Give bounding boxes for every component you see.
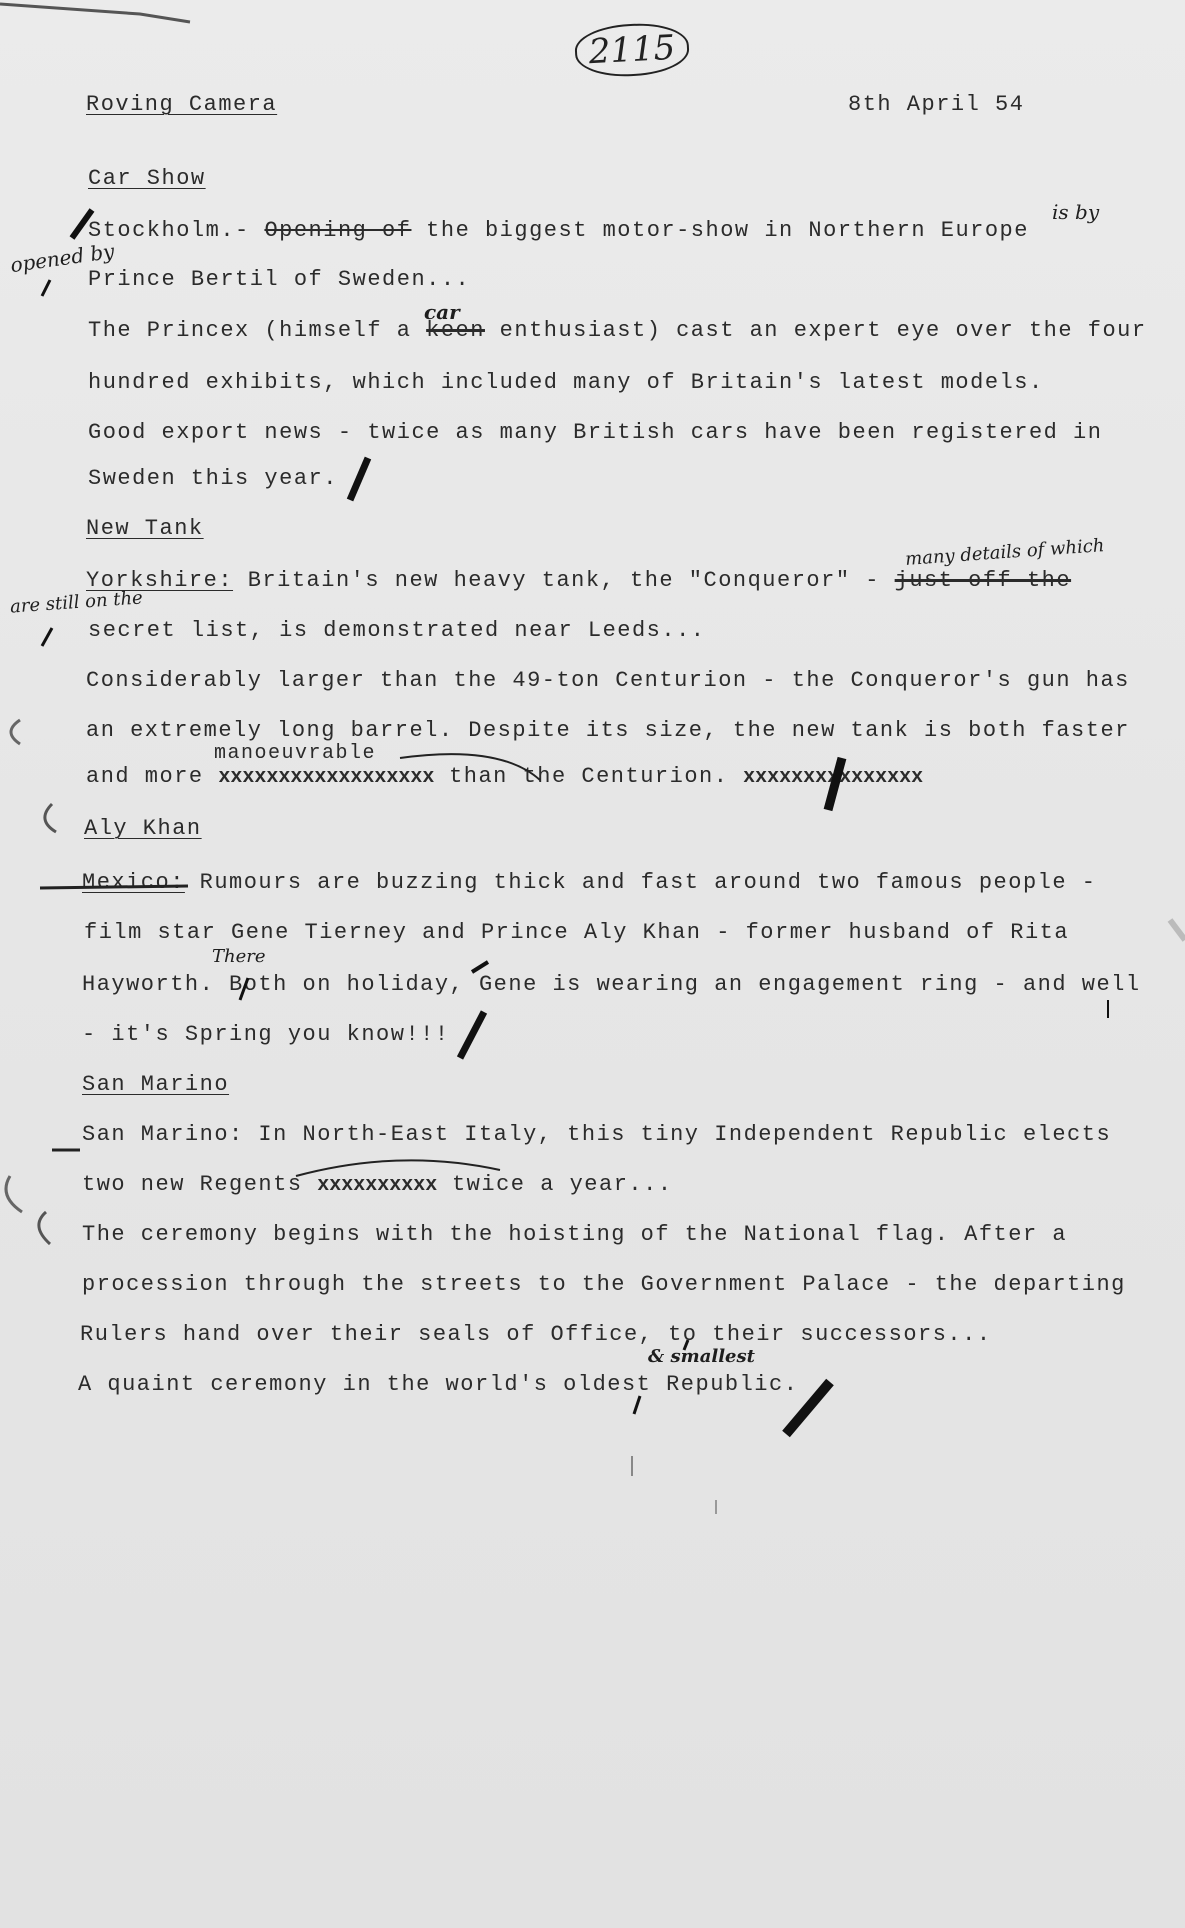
end-slash-mark-3 [460, 1012, 484, 1058]
san-marino-line-2 [82, 1174, 673, 1196]
new-tank-para2-line-2: an extremely long barrel. Despite its size, the new tank is both faster [86, 718, 1130, 743]
comma-insert-mark [472, 962, 488, 972]
page-crease [1170, 920, 1185, 940]
handwritten-opened-by: opened by [8, 238, 116, 278]
san-marino-para2-line-1: The ceremony begins with the hoisting of the National flag. After a [82, 1222, 1068, 1247]
car-show-para2-a: The Princex (himself a [88, 318, 412, 343]
san-marino-para2-line-2: procession through the streets to the Government Palace - the departing [82, 1272, 1126, 1297]
new-tank-typed-xout: xxxxxxxxxxxxxxxxxx [218, 766, 435, 789]
car-show-para2-line-1 [88, 320, 1147, 342]
caret-mark-oldest [634, 1396, 640, 1414]
aly-khan-line-4: - it's Spring you know!!! [82, 1022, 450, 1047]
car-show-line-2: Prince Bertil of Sweden... [88, 267, 471, 292]
san-marino-para3-line-1: A quaint ceremony in the world's oldest Republic. [78, 1372, 799, 1397]
section-heading-san-marino: San Marino [82, 1072, 230, 1097]
punch-hole-3 [6, 1176, 22, 1212]
handwritten-smallest: & smallest [648, 1346, 755, 1367]
aly-khan-place: Mexico: [82, 870, 185, 895]
punch-hole-1 [11, 720, 20, 744]
san-marino-line-2-b: twice a year... [451, 1172, 673, 1197]
new-tank-place: Yorkshire: [86, 568, 234, 593]
car-show-line-1 [88, 220, 1029, 242]
new-tank-para2-line-1: Considerably larger than the 49-ton Centurion - the Conqueror's gun has [86, 668, 1130, 693]
new-tank-line-1-a: Britain's new heavy tank, the "Conqueror" - [247, 568, 880, 593]
document-title: Roving Camera [86, 92, 278, 117]
handwritten-there: There [212, 946, 266, 967]
aly-khan-line-3: Hayworth. Both on holiday, Gene is wearing an engagement ring - and well [82, 972, 1141, 997]
new-tank-para2-line-3 [86, 766, 923, 788]
car-show-para2-line-2: hundred exhibits, which included many of Britain's latest models. [88, 370, 1044, 395]
document-date: 8th April 54 [848, 92, 1025, 117]
handwritten-is-by: is by [1052, 200, 1100, 224]
san-marino-line-1: San Marino: In North-East Italy, this tiny Independent Republic elects [82, 1122, 1112, 1147]
end-slash-mark-1 [350, 458, 368, 500]
aly-khan-line-1-a: Rumours are buzzing thick and fast around two famous people - [199, 870, 1097, 895]
top-smudge-mark [0, 4, 190, 22]
section-heading-car-show: Car Show [88, 166, 206, 191]
aly-khan-line-2: film star Gene Tierney and Prince Aly Khan - former husband of Rita [84, 920, 1070, 945]
punch-hole-4 [39, 1212, 50, 1244]
car-show-para2-b: enthusiast) cast an expert eye over the four [499, 318, 1147, 343]
aly-khan-line-1 [82, 872, 1096, 894]
new-tank-para2-line-3-b: than the Centurion. [449, 764, 729, 789]
caret-mark-opened-by [42, 280, 50, 296]
new-tank-line-2: secret list, is demonstrated near Leeds... [88, 618, 706, 643]
page-number: 2115 [587, 27, 677, 73]
section-heading-aly-khan: Aly Khan [84, 816, 202, 841]
car-show-para3-line-1: Good export news - twice as many British cars have been registered in [88, 420, 1103, 445]
car-show-struck-keen: keen [426, 318, 485, 343]
caret-mark-secret-list [42, 628, 52, 646]
car-show-para3-line-2: Sweden this year. [88, 466, 338, 491]
handwritten-car: car [424, 300, 460, 324]
new-tank-struck-text: just off the [894, 568, 1072, 593]
new-tank-line-1 [86, 570, 1071, 592]
new-tank-para2-line-3-a: and more [86, 764, 204, 789]
handwritten-are-still-on-the: are still on the [9, 587, 144, 618]
san-marino-line-2-a: two new Regents [82, 1172, 303, 1197]
page-number-stamp [574, 21, 691, 79]
car-show-line-1-a: Stockholm.- [88, 218, 250, 243]
san-marino-para2-line-3: Rulers hand over their seals of Office, to their successors... [80, 1322, 992, 1347]
new-tank-typed-xout-2: xxxxxxxxxxxxxxx [743, 766, 924, 789]
section-heading-new-tank: New Tank [86, 516, 204, 541]
car-show-struck-text: Opening of [264, 218, 412, 243]
car-show-line-1-b: the biggest motor-show in Northern Europe [426, 218, 1029, 243]
san-marino-typed-xout: xxxxxxxxxx [317, 1174, 438, 1197]
punch-hole-2 [45, 804, 56, 832]
typed-insert-manoeuvrable: manoeuvrable [214, 742, 377, 765]
handwritten-many-details: many details of which [904, 535, 1106, 570]
